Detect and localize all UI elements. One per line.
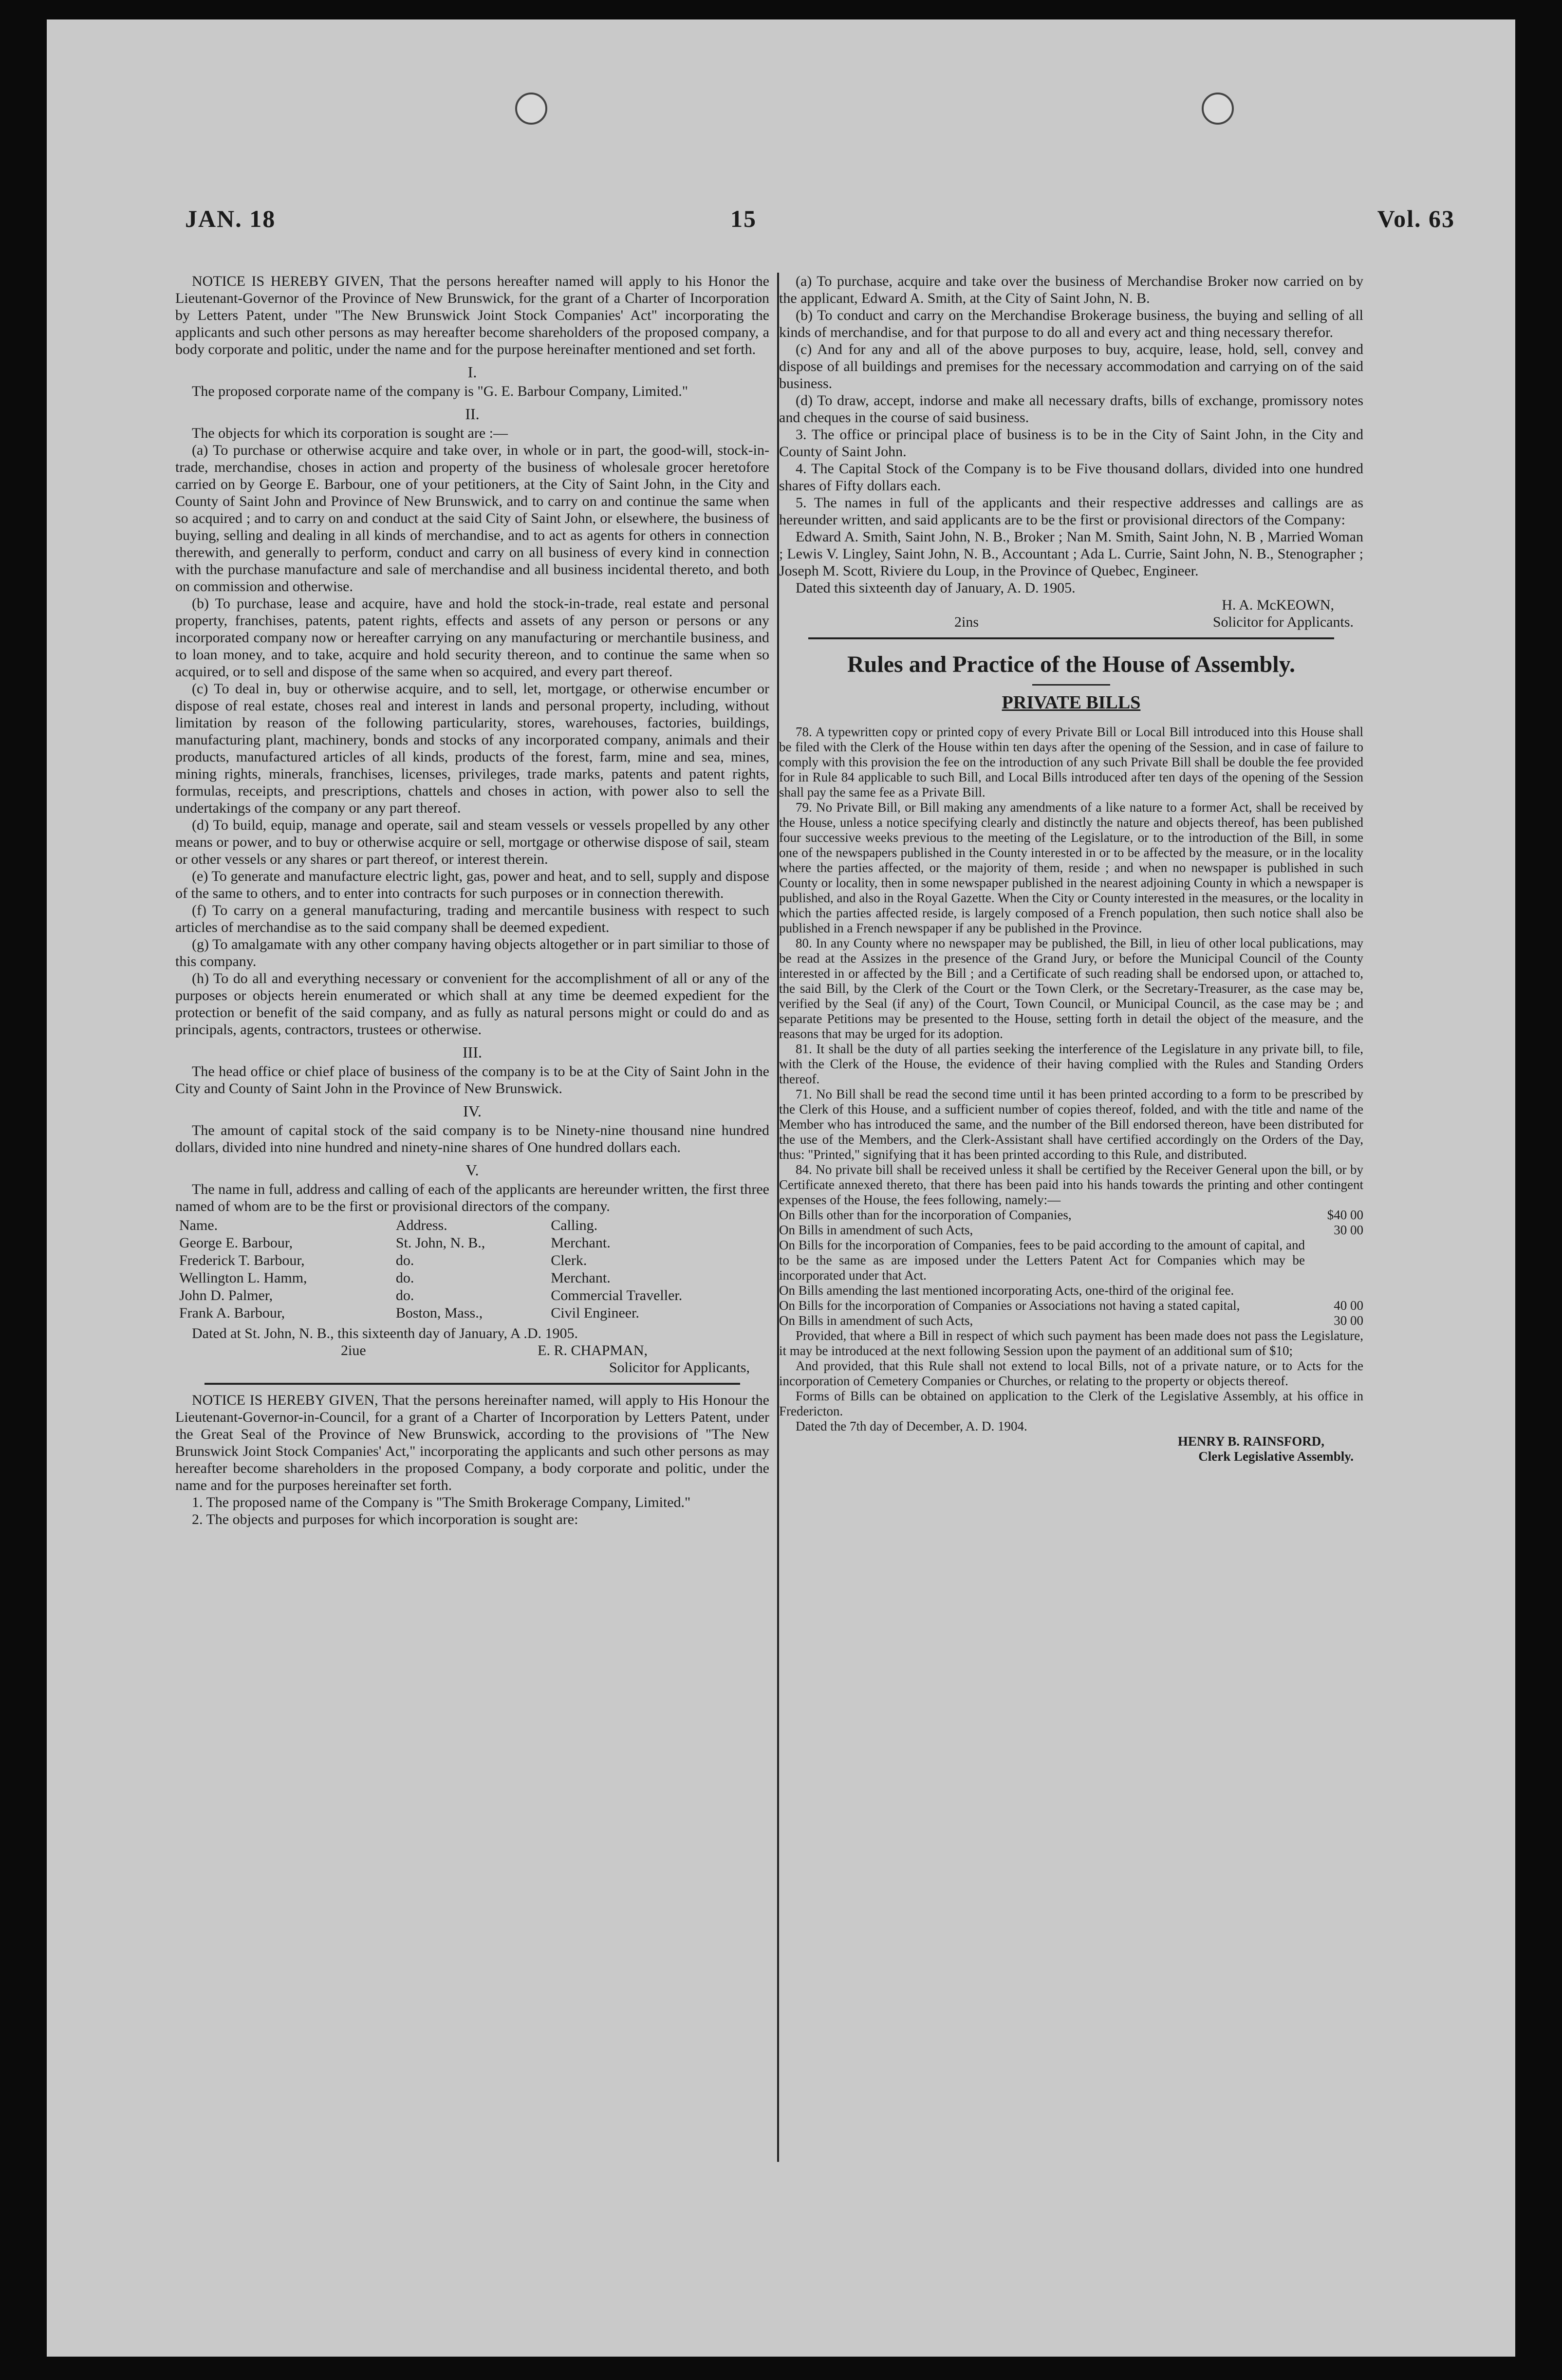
object-d: (d) To draw, accept, indorse and make all necessary drafts, bills of exchange, promissory notes and cheques in the course of said business.	[779, 392, 1363, 426]
rule-78: 78. A typewritten copy or printed copy of every Private Bill or Local Bill introduced into this House shall be filed with the Clerk of the House within ten days after the opening of the Session, and in case of failure to comply with this provision the fee on the introduction of any such Private Bill shall be double the fee provided for in Rule 84 applicable to such Bill, and Local Bills introduced after ten days of the opening of the Session shall pay the same fee as a Private Bill.	[779, 725, 1363, 800]
dated-line: Dated at St. John, N. B., this sixteenth day of January, A .D. 1905.	[192, 1325, 578, 1341]
fee-amount: 40 00	[1334, 1298, 1363, 1313]
fee-row	[779, 1313, 1363, 1328]
notice-smith-brokerage	[175, 1392, 769, 1528]
column-header: Address.	[395, 1217, 447, 1233]
header-volume: Vol. 63	[1377, 205, 1455, 232]
column-header: Name.	[179, 1217, 218, 1233]
object-c: (c) And for any and all of the above purposes to buy, acquire, lease, hold, sell, convey and dispose of all buildings and premises for the necessary accommodation and carrying on of the said business.	[779, 341, 1363, 391]
object-c: (c) To deal in, buy or otherwise acquire, and to sell, let, mortgage, or otherwise encumber or dispose of real estate, choses real and interest in lands and personal property, including, without limitation by reason of the following particularity, stores, warehouses, factories, buildings, manufacturing plant, machinery, bonds and stocks of any incorporated company, animals and their products, manufactured articles of all kinds, products of the forest, farm, mine and sea, mines, mining rights, minerals, franchises, licenses, privileges, trade marks, patents and patent rights, formulas, receipts, and prescriptions, chattels and choses in action, with power also to sell the undertakings of the company or any part thereof.	[175, 681, 769, 816]
signature-row	[175, 1342, 769, 1359]
object-g: (g) To amalgamate with any other company having objects altogether or in part similiar to those of this company.	[175, 936, 769, 969]
objects-intro: 2. The objects and purposes for which incorporation is sought are:	[192, 1511, 578, 1527]
running-head	[185, 205, 1455, 239]
applicant-name: Frederick T. Barbour,	[179, 1252, 305, 1268]
proviso-paragraph: Provided, that where a Bill in respect of which such payment has been made does not pass the Legislature, it may be introduced at the next following Session upon the payment of an additional sum of $10;	[779, 1328, 1363, 1358]
rule-84: 84. No private bill shall be received unless it shall be certified by the Receiver General upon the bill, or by Certificate annexed thereto, that there has been paid into his hands towards the printing and other contingent expenses of the House, the fees following, namely:—	[779, 1162, 1363, 1207]
section-heading: I.	[467, 363, 477, 381]
fee-row	[779, 1223, 1363, 1238]
signer-role: Solicitor for Applicants,	[609, 1359, 750, 1376]
dated-line: Dated the 7th day of December, A. D. 1904.	[796, 1419, 1027, 1433]
object-f: (f) To carry on a general manufacturing, trading and mercantile business with respect to such articles of merchandise as to the said company shall be deemed expedient.	[175, 902, 769, 935]
table-row	[175, 1269, 769, 1287]
table-row	[175, 1234, 769, 1252]
object-a: (a) To purchase or otherwise acquire and take over, in whole or in part, the good-will, stock-in-trade, merchandise, choses in action and property of the business of wholesale grocer heretofore carried on by George E. Barbour, one of your petitioners, at the City of Saint John, in the City and County of Saint John and Province of New Brunswick, and to carry on and continue the same when so acquired ; and to carry on and conduct at the said City of Saint John, or elsewhere, the business of buying, selling and dealing in all kinds of merchandise, and to act as agents for others in connection therewith, and generally to perform, conduct and carry on all business of every kind in connection with the purchase manufacture and sale of merchandise and all business incidental thereto, and both on commission and otherwise.	[175, 442, 769, 595]
house-rules-section	[779, 650, 1363, 1464]
section-heading: V.	[465, 1161, 479, 1179]
applicant-calling: Merchant.	[551, 1235, 611, 1251]
table-row	[175, 1304, 769, 1322]
fee-row	[779, 1298, 1363, 1313]
rule-71: 71. No Bill shall be read the second time until it has been printed according to a form to be prescribed by the Clerk of this House, and a sufficient number of copies thereof, folded, and with the title and name of the Member who has introduced the same, and the number of the Bill endorsed thereon, have been distributed for the use of the Members, and the Clerk-Assistant shall have certified accordingly on the Orders of the Day, thus: "Printed," signifying that it has been printed according to this Rule, and distributed.	[779, 1087, 1363, 1162]
object-b: (b) To purchase, lease and acquire, have and hold the stock-in-trade, real estate and personal property, franchises, patents, patent rights, effects and assets of any person or persons or any incorporated company now or hereafter carrying on any manufacturing or merchantile business, and to loan money, and to take, acquire and hold security thereon, and to continue the same when so acquired, or to sell and dispose of the same when so acquired, and every part thereof.	[175, 595, 769, 680]
rule-81: 81. It shall be the duty of all parties seeking the interference of the Legislature in any private bill, to file, with the Clerk of the House, the evidence of their having complied with the Rules and Standing Orders thereof.	[779, 1041, 1363, 1086]
capital-paragraph: The amount of capital stock of the said company is to be Ninety-nine thousand nine hundred dollars, divided into nine hundred and ninety-nine shares of One hundred dollars each.	[175, 1122, 769, 1155]
fee-label: On Bills other than for the incorporation of Companies,	[779, 1208, 1072, 1222]
applicant-name: John D. Palmer,	[179, 1287, 273, 1303]
notice-opening: NOTICE IS HEREBY GIVEN, That the persons hereinafter named, will apply to His Honour the Lieutenant-Governor-in-Council, for a grant of a Charter of Incorporation by Letters Patent, under the Great Seal of the Province of New Brunswick, according to the provisions of "The New Brunswick Joint Stock Companies' Act," incorporating the applicants and such other persons as may hereafter become shareholders in the proposed Company, a body corporate and politic, under the name and for the purposes hereinafter set forth.	[175, 1392, 769, 1493]
object-d: (d) To build, equip, manage and operate, sail and steam vessels or vessels propelled by any other means or power, and to buy or otherwise acquire or sell, mortgage or otherwise dispose of sail, steam or other vessels or any shares or part thereof, or interest therein.	[175, 817, 769, 867]
applicants-intro: The name in full, address and calling of each of the applicants are hereunder written, the first three named of whom are to be the first or provisional directors of the company.	[175, 1181, 769, 1214]
table-header-row	[175, 1217, 769, 1234]
fee-amount: 30 00	[1334, 1313, 1363, 1328]
objects-intro: The objects for which its corporation is sought are :—	[192, 425, 508, 441]
object-b: (b) To conduct and carry on the Merchandise Brokerage business, the buying and selling of all kinds of merchandise, and for that purpose to do all and every act and thing necessary therefor.	[779, 307, 1363, 340]
column-header: Calling.	[551, 1217, 598, 1233]
company-name-paragraph: 1. The proposed name of the Company is "The Smith Brokerage Company, Limited."	[192, 1494, 691, 1510]
applicant-address: do.	[395, 1270, 414, 1286]
signer-role: Solicitor for Applicants.	[1212, 614, 1354, 630]
dated-line: Dated this sixteenth day of January, A. D. 1905.	[796, 580, 1076, 596]
notice-separator	[205, 1383, 740, 1385]
fee-amount	[1305, 1283, 1363, 1298]
applicant-calling: Commercial Traveller.	[551, 1287, 683, 1303]
table-row	[175, 1252, 769, 1269]
fee-label: On Bills in amendment of such Acts,	[779, 1313, 973, 1328]
fee-amount: 30 00	[1334, 1223, 1363, 1237]
section-heading: IV.	[463, 1102, 482, 1120]
office-paragraph: 3. The office or principal place of business is to be in the City of Saint John, in the City and County of Saint John.	[779, 427, 1363, 460]
fee-amount: $40 00	[1327, 1208, 1363, 1222]
applicant-name: Frank A. Barbour,	[179, 1305, 285, 1321]
insertion-code: 2iue	[341, 1342, 366, 1358]
capital-paragraph: 4. The Capital Stock of the Company is to be Five thousand dollars, divided into one hundred shares of Fifty dollars each.	[779, 461, 1363, 494]
notice-smith-continued	[779, 273, 1363, 631]
applicant-address: do.	[395, 1287, 414, 1303]
head-office-paragraph: The head office or chief place of business of the company is to be at the City of Saint John in the City and County of Saint John in the Province of New Brunswick.	[175, 1063, 769, 1097]
fee-amount	[1305, 1238, 1363, 1283]
applicant-address: do.	[395, 1252, 414, 1268]
rules-title: Rules and Practice of the House of Assembly.	[847, 651, 1295, 677]
signer-name: H. A. McKEOWN,	[1222, 597, 1334, 613]
forms-paragraph: Forms of Bills can be obtained on application to the Clerk of the Legislative Assembly, at his office in Fredericton.	[779, 1389, 1363, 1418]
object-e: (e) To generate and manufacture electric light, gas, power and heat, and to sell, supply and dispose of the same to others, and to enter into contracts for such purposes or in connection therewith.	[175, 868, 769, 901]
header-date: JAN. 18	[185, 205, 276, 232]
rule-80: 80. In any County where no newspaper may be published, the Bill, in lieu of other local publications, may be read at the Assizes in the presence of the Grand Jury, or before the Municipal Council of the County interested in or affected by the Bill ; and a Certificate of such reading shall be endorsed upon, or attached to, the said Bill, by the Clerk of the Court or the Town Clerk, or the Secretary-Treasurer, as the case may be, verified by the Seal (if any) of the Court, Town Council, or Municipal Council, as the case may be ; and separate Petitions may be presented to the House, setting forth in detail the object of the measure, and the reasons that may be urged for its adoption.	[779, 936, 1363, 1041]
rules-subtitle: PRIVATE BILLS	[1002, 692, 1141, 713]
proviso-paragraph: And provided, that this Rule shall not extend to local Bills, not of a private nature, or to Acts for the incorporation of Cemetery Companies or Churches, or relating to the property or objects thereof.	[779, 1358, 1363, 1388]
fee-label: On Bills for the incorporation of Companies, fees to be paid according to the amount of capital, and to be the same as are imposed under the Letters Patent Act for Companies which may be incorporated under that Act.	[779, 1238, 1305, 1283]
notice-barbour	[175, 273, 769, 1376]
applicant-name: George E. Barbour,	[179, 1235, 293, 1251]
fee-row	[779, 1238, 1363, 1283]
fee-row	[779, 1283, 1363, 1298]
object-h: (h) To do all and everything necessary or convenient for the accomplishment of all or any of the purposes or objects herein enumerated or which shall at any time be deemed expedient for the protection or benefit of the said company, and as fully as natural persons might or could do and as principals, agents, contractors, trustees or otherwise.	[175, 970, 769, 1038]
fee-row	[779, 1208, 1363, 1223]
notice-separator	[808, 637, 1334, 639]
fee-label: On Bills amending the last mentioned incorporating Acts, one-third of the original fee.	[779, 1283, 1234, 1298]
fee-label: On Bills in amendment of such Acts,	[779, 1223, 973, 1237]
punch-hole-icon	[515, 93, 547, 125]
signature-row	[779, 614, 1363, 631]
section-heading: II.	[465, 405, 480, 423]
insertion-code: 2ins	[954, 614, 979, 630]
signer-role: Clerk Legislative Assembly.	[1198, 1449, 1354, 1464]
applicant-calling: Merchant.	[551, 1270, 611, 1286]
signer-name: HENRY B. RAINSFORD,	[1177, 1434, 1324, 1449]
section-heading: III.	[463, 1043, 482, 1061]
applicants-table	[175, 1217, 769, 1322]
applicant-calling: Clerk.	[551, 1252, 587, 1268]
notice-opening: NOTICE IS HEREBY GIVEN, That the persons hereafter named will apply to his Honor the Lieutenant-Governor of the Province of New Brunswick, for the grant of a Charter of Incorporation by Letters Patent, under "The New Brunswick Joint Stock Companies' Act" incorporating the applicants and such other persons as may hereafter become shareholders of the proposed company, a body corporate and politic, under the name and for the purpose hereinafter mentioned and set forth.	[175, 273, 769, 357]
company-name-paragraph: The proposed corporate name of the company is "G. E. Barbour Company, Limited."	[192, 383, 688, 399]
fee-label: On Bills for the incorporation of Companies or Associations not having a stated capital,	[779, 1298, 1240, 1313]
title-rule	[1032, 684, 1110, 686]
header-page-number: 15	[730, 205, 757, 232]
object-a: (a) To purchase, acquire and take over the business of Merchandise Broker now carried on by the applicant, Edward A. Smith, at the City of Saint John, N. B.	[779, 273, 1363, 306]
applicants-intro: 5. The names in full of the applicants and their respective addresses and callings are as hereunder written, and said applicants are to be the first or provisional directors of the Company:	[779, 495, 1363, 528]
table-row	[175, 1287, 769, 1304]
applicant-calling: Civil Engineer.	[551, 1305, 639, 1321]
applicants-list: Edward A. Smith, Saint John, N. B., Broker ; Nan M. Smith, Saint John, N. B , Married Woman ; Lewis V. Lingley, Saint John, N. B., Accountant ; Ada L. Currie, Saint John, N. B., Stenographer ; Joseph M. Scott, Riviere du Loup, in the Province of Quebec, Engineer.	[779, 529, 1363, 579]
applicant-address: St. John, N. B.,	[395, 1235, 485, 1251]
applicant-name: Wellington L. Hamm,	[179, 1270, 307, 1286]
left-column	[175, 273, 769, 2279]
right-column	[779, 273, 1363, 2279]
fees-table	[779, 1208, 1363, 1328]
punch-hole-icon	[1202, 93, 1234, 125]
applicant-address: Boston, Mass.,	[395, 1305, 483, 1321]
signer-name: E. R. CHAPMAN,	[538, 1342, 648, 1358]
rule-79: 79. No Private Bill, or Bill making any amendments of a like nature to a former Act, shall be received by the House, unless a notice specifying clearly and distinctly the nature and objects thereof, has been published four successive weeks previous to the meeting of the Legislature, or to the introduction of the Bill, in some one of the newspapers published in the County interested in or to be affected by the measure, or in the locality where the parties affected, or the majority of them, reside ; and when no newspaper is published in such County or locality, then in some newspaper published in the nearest adjoining County in which a newspaper is published, and also in the Royal Gazette. When the City or County interested in the measures, or the locality in which the parties affected reside, is largely composed of a French population, then such notice shall also be published in a French newspaper if any be published in the Province.	[779, 800, 1363, 935]
